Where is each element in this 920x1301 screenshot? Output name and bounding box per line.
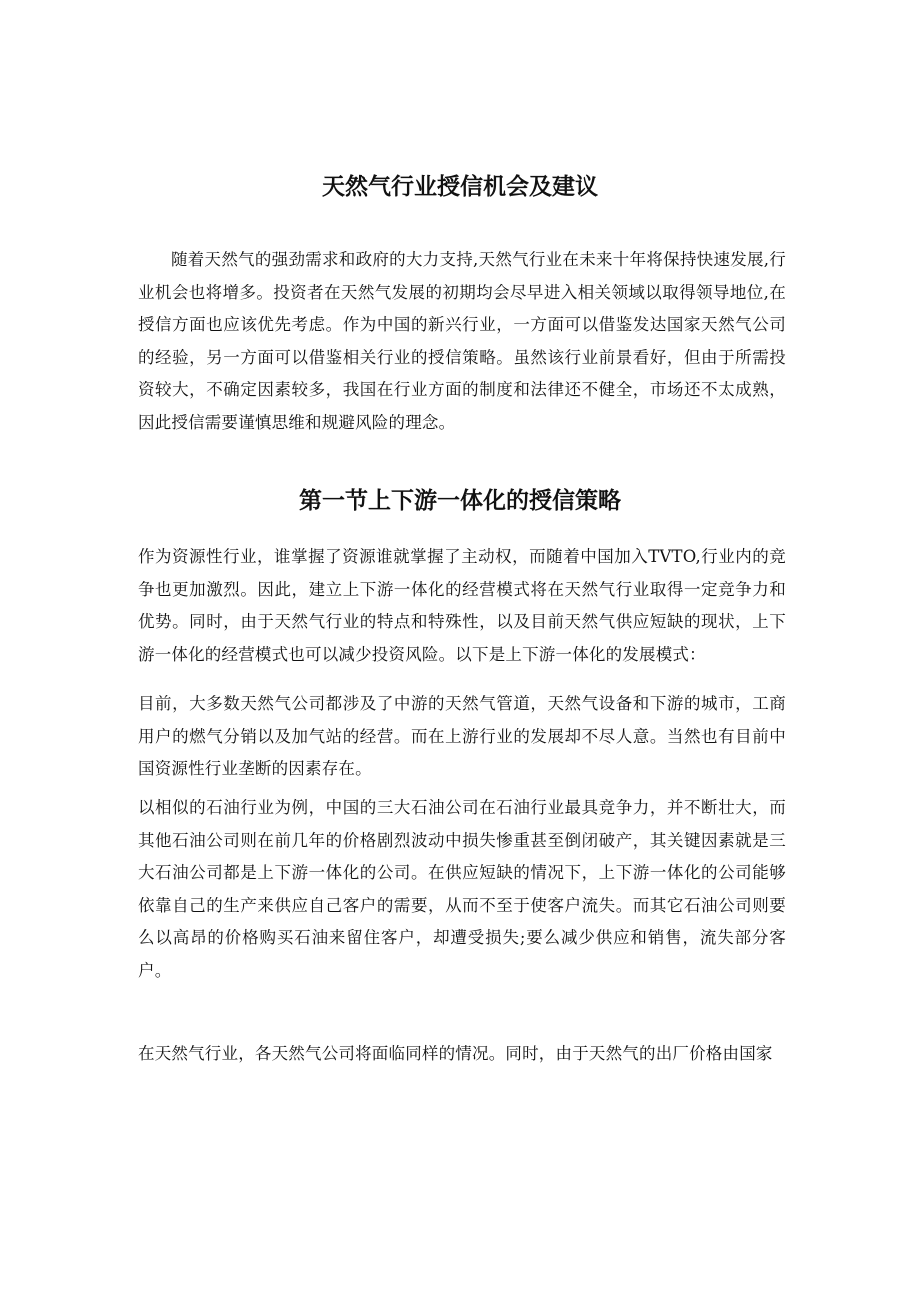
- section-paragraph-4: 在天然气行业，各天然气公司将面临同样的情况。同时，由于天然气的出厂价格由国家: [138, 1044, 773, 1063]
- section-title: 第一节上下游一体化的授信策略: [299, 488, 621, 514]
- section-paragraph-3: 以相似的石油行业为例，中国的三大石油公司在石油行业最具竞争力，并不断壮大，而其他石油公司则在前几年的价格剧烈波动中损失惨重甚至倒闭破产，其关键因素就是三大石油公司都是上下游一体化的公司。在供应短缺的情况下，上下游一体化的公司能够依靠自己的生产来供应自己客户的需要，从而不至于使客户流失。而其它石油公司则要么以高昂的价格购买石油来留住客户，却遭受损失;要么减少供应和销售，流失部分客户。: [138, 798, 786, 980]
- intro-paragraph: 随着天然气的强劲需求和政府的大力支持,天然气行业在未来十年将保持快速发展,行业机会也将增多。投资者在天然气发展的初期均会尽早进入相关领域以取得领导地位,在授信方面也应该优先考虑。作为中国的新兴行业，一方面可以借鉴发达国家天然气公司的经验，另一方面可以借鉴相关行业的授信策略。虽然该行业前景看好，但由于所需投资较大，不确定因素较多，我国在行业方面的制度和法律还不健全，市场还不太成熟，因此授信需要谨慎思维和规避风险的理念。: [138, 250, 786, 432]
- document-title: 天然气行业授信机会及建议: [322, 174, 598, 200]
- section-paragraph-2: 目前，大多数天然气公司都涉及了中游的天然气管道，天然气设备和下游的城市，工商用户的燃气分销以及加气站的经营。而在上游行业的发展却不尽人意。当然也有目前中国资源性行业垄断的因素存在。: [138, 694, 786, 779]
- section-paragraph-1: 作为资源性行业，谁掌握了资源谁就掌握了主动权，而随着中国加入TVTO,行业内的竞争也更加激烈。因此，建立上下游一体化的经营模式将在天然气行业取得一定竞争力和优势。同时，由于天然气行业的特点和特殊性，以及目前天然气供应短缺的现状，上下游一体化的经营模式也可以减少投资风险。以下是上下游一体化的发展模式：: [138, 547, 786, 664]
